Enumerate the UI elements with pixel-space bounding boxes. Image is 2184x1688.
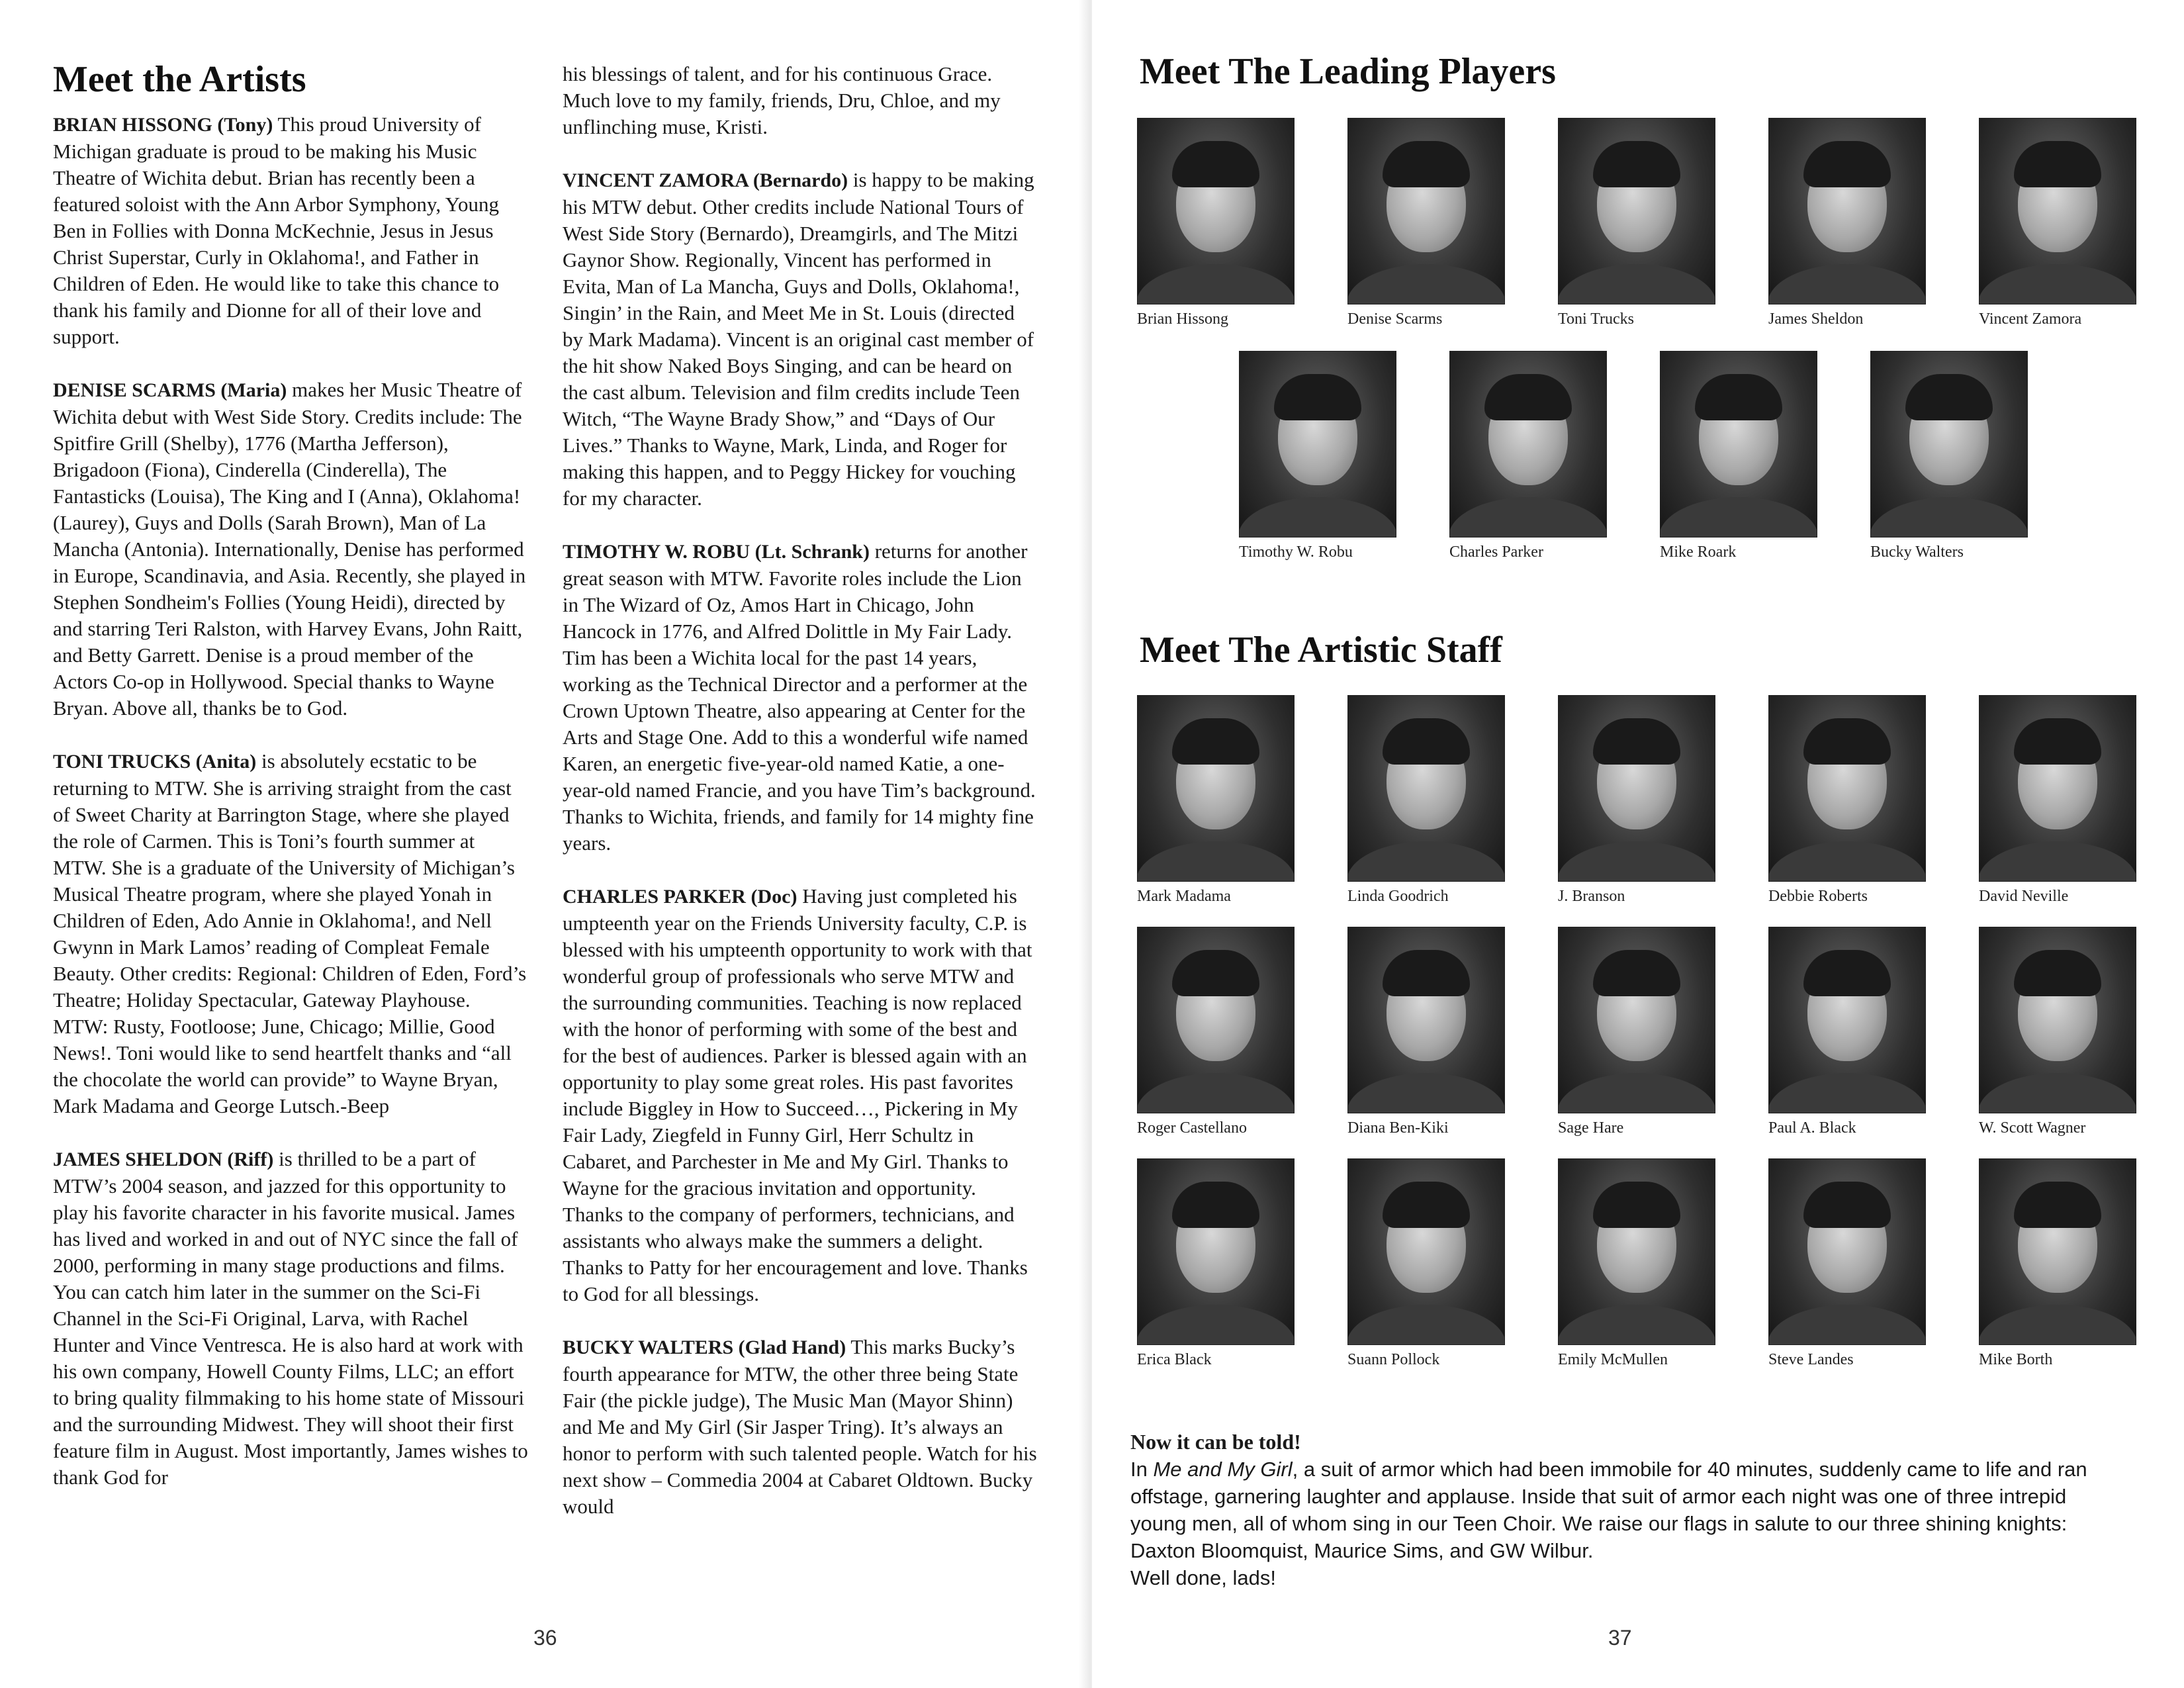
- bio-name: DENISE SCARMS (Maria): [53, 379, 287, 401]
- headshot-name: Linda Goodrich: [1347, 888, 1449, 905]
- bio-paragraph: [563, 883, 1039, 1307]
- headshot-card: [1347, 118, 1506, 328]
- headshot-photo: [1347, 118, 1505, 305]
- headshot-name: Mike Borth: [1979, 1351, 2053, 1368]
- bio-name: TIMOTHY W. ROBU (Lt. Schrank): [563, 541, 870, 563]
- headshot-name: Paul A. Black: [1768, 1119, 1856, 1137]
- headshot-photo: [1347, 927, 1505, 1113]
- headshot-card: [1979, 927, 2138, 1137]
- story-title: Now it can be told!: [1130, 1430, 1301, 1454]
- headshot-name: J. Branson: [1558, 888, 1625, 905]
- headshot-name: David Neville: [1979, 888, 2069, 905]
- bio-text: returns for another great season with MTW. Favorite roles include the Lion in The Wizard of Oz, Amos Hart in Chicago, John Hancock in 1776, and Alfred Dolittle in My Fair Lady. Tim has been a Wichita local for the past 14 years, working as the Technical Director and a performer at the Crown Uptown Theatre, also appearing at Center for the Arts and Stage One. Add to this a wonderful wife named Karen, an energetic five-year-old named Katie, a one-year-old named Francie, and you have Tim’s background. Thanks to Wichita, friends, and family for 14 mighty fine years.: [563, 539, 1036, 855]
- headshot-card: [1137, 927, 1296, 1137]
- headshot-photo: [1558, 695, 1715, 882]
- headshot-card: [1558, 1158, 1717, 1369]
- bio-column-right: [563, 61, 1039, 1546]
- headshot-name: Sage Hare: [1558, 1119, 1624, 1137]
- meet-the-artists-title: Meet the Artists: [53, 59, 306, 100]
- headshot-name: Timothy W. Robu: [1239, 543, 1353, 561]
- headshot-photo: [1558, 1158, 1715, 1345]
- left-page: [0, 0, 1089, 1688]
- bio-text: Having just completed his umpteenth year on the Friends University faculty, C.P. is blessed with his umpteenth opportunity to work with that wonderful group of professionals who serve MTW and the surrounding communities. Teaching is now replaced with the honor of performing with some of the best and for the best of audiences. Parker is blessed again with an opportunity to play some great roles. His past favorites include Biggley in How to Succeed…, Pickering in My Fair Lady, Ziegfeld in Funny Girl, Herr Schultz in Cabaret, and Parchester in Me and My Girl. Thanks to Wayne for the gracious invitation and opportunity. Thanks to the company of performers, technicians, and assistants who always make the summers a delight. Thanks to Patty for her encouragement and love. Thanks to God for all blessings.: [563, 884, 1032, 1305]
- headshot-card: [1768, 1158, 1927, 1369]
- headshot-name: Charles Parker: [1449, 543, 1543, 561]
- bio-text: This proud University of Michigan graduate is proud to be making his Music Theatre of Wichita debut. Brian has recently been a featured soloist with the Ann Arbor Symphony, Young Ben in Follies with Donna McKechnie, Jesus in Jesus Christ Superstar, Curly in Oklahoma!, and Father in Children of Eden. He would like to take this chance to thank his family and Dionne for all of their love and support.: [53, 113, 500, 348]
- headshot-name: W. Scott Wagner: [1979, 1119, 2086, 1137]
- headshot-name: Suann Pollock: [1347, 1351, 1440, 1368]
- headshot-card: [1347, 927, 1506, 1137]
- headshot-card: [1768, 118, 1927, 328]
- headshot-photo: [1558, 927, 1715, 1113]
- bio-text: is thrilled to be a part of MTW’s 2004 season, and jazzed for this opportunity to play his favorite character in his favorite musical. James has lived and worked in and out of NYC since the fall of 2000, performing in many stage productions and films. You can catch him later in the summer on the Sci-Fi Channel in the Sci-Fi Original, Larva, with Rachel Hunter and Vince Ventresca. He is also hard at work with his own company, Howell County Films, LLC; an effort to bring quality filmmaking to his home state of Missouri and the surrounding Midwest. They will shoot their first feature film in August. Most importantly, James wishes to thank God for: [53, 1147, 528, 1489]
- story-text: In Me and My Girl, a suit of armor which had been immobile for 40 minutes, suddenly came to life and ran offstage, garnering laughter and applause. Inside that suit of armor each night was one of three intrepid young men, all of whom sing in our Teen Choir. We raise our flags in salute to our three shining knights: Daxton Bloomquist, Maurice Sims, and GW Wilbur.: [1130, 1458, 2087, 1562]
- headshot-name: Toni Trucks: [1558, 310, 1635, 328]
- headshot-photo: [1347, 695, 1505, 882]
- headshot-photo: [1137, 1158, 1295, 1345]
- headshot-photo: [1137, 927, 1295, 1113]
- headshot-card: [1558, 927, 1717, 1137]
- headshot-name: Emily McMullen: [1558, 1351, 1668, 1368]
- headshot-name: Steve Landes: [1768, 1351, 1854, 1368]
- headshot-card: [1137, 695, 1296, 906]
- headshot-photo: [1979, 695, 2136, 882]
- headshot-card: [1449, 351, 1608, 561]
- headshot-card: [1768, 927, 1927, 1137]
- headshot-name: Erica Black: [1137, 1351, 1212, 1368]
- bio-paragraph: [53, 111, 529, 350]
- headshot-card: [1137, 1158, 1296, 1369]
- headshot-photo: [1137, 118, 1295, 305]
- headshot-card: [1768, 695, 1927, 906]
- headshot-name: James Sheldon: [1768, 310, 1864, 328]
- headshot-name: Denise Scarms: [1347, 310, 1443, 328]
- headshot-name: Debbie Roberts: [1768, 888, 1868, 905]
- bio-name: VINCENT ZAMORA (Bernardo): [563, 169, 848, 191]
- bio-text: makes her Music Theatre of Wichita debut with West Side Story. Credits include: The Spitfire Grill (Shelby), 1776 (Martha Jefferson), Brigadoon (Fiona), Cinderella (Cinderella), The Fantasticks (Louisa), The King and I (Anna), Oklahoma! (Laurey), Guys and Dolls (Sarah Brown), Man of La Mancha (Antonia). Internationally, Denise has performed in Europe, Scandinavia, and Asia. Recently, she played in Stephen Sondheim's Follies (Young Heidi), directed by and starring Teri Ralston, with Harvey Evans, John Raitt, and Betty Garrett. Denise is a proud member of the Actors Co-op in Hollywood. Special thanks to Wayne Bryan. Above all, thanks be to God.: [53, 378, 526, 720]
- bio-paragraph: [53, 377, 529, 722]
- headshot-photo: [1558, 118, 1715, 305]
- headshot-name: Roger Castellano: [1137, 1119, 1247, 1137]
- headshot-card: [1347, 695, 1506, 906]
- headshot-photo: [1239, 351, 1396, 538]
- bio-paragraph: [53, 748, 529, 1119]
- headshot-photo: [1979, 1158, 2136, 1345]
- headshot-card: [1979, 1158, 2138, 1369]
- bio-paragraph: [563, 1334, 1039, 1520]
- headshot-card: [1347, 1158, 1506, 1369]
- bio-name: TONI TRUCKS (Anita): [53, 751, 257, 773]
- bio-name: BRIAN HISSONG (Tony): [53, 114, 273, 136]
- headshot-card: [1558, 695, 1717, 906]
- headshot-photo: [1768, 118, 1926, 305]
- headshot-photo: [1137, 695, 1295, 882]
- bio-name: CHARLES PARKER (Doc): [563, 886, 797, 908]
- bio-name: JAMES SHELDON (Riff): [53, 1149, 274, 1170]
- bio-paragraph: [53, 1146, 529, 1491]
- headshot-card: [1979, 118, 2138, 328]
- artistic-staff-title: Meet The Artistic Staff: [1140, 630, 1502, 671]
- headshot-photo: [1768, 1158, 1926, 1345]
- headshot-card: [1137, 118, 1296, 328]
- headshot-card: [1870, 351, 2029, 561]
- headshot-name: Brian Hissong: [1137, 310, 1228, 328]
- headshot-card: [1660, 351, 1819, 561]
- headshot-card: [1558, 118, 1717, 328]
- bio-name: BUCKY WALTERS (Glad Hand): [563, 1336, 846, 1358]
- bio-text: is absolutely ecstatic to be returning to MTW. She is arriving straight from the cast of Sweet Charity at Barrington Stage, where she played the role of Carmen. This is Toni’s fourth summer at MTW. She is a graduate of the University of Michigan’s Musical Theatre program, where she played Yonah in Children of Eden, Ado Annie in Oklahoma!, and Nell Gwynn in Mark Lamos’ reading of Compleat Female Beauty. Other credits: Regional: Children of Eden, Ford’s Theatre; Holiday Spectacular, Gateway Playhouse. MTW: Rusty, Footloose; June, Chicago; Millie, Good News!. Toni would like to send heartfelt thanks and “all the chocolate the world can provide” to Wayne Bryan, Mark Madama and George Lutsch.-Beep: [53, 749, 527, 1117]
- bio-column-left: [53, 111, 529, 1517]
- bio-paragraph: [563, 538, 1039, 857]
- story-box: [1130, 1429, 2123, 1591]
- headshot-photo: [1768, 927, 1926, 1113]
- headshot-photo: [1768, 695, 1926, 882]
- page-number-right: 37: [1608, 1626, 1632, 1650]
- leading-players-title: Meet The Leading Players: [1140, 51, 1556, 92]
- bio-text: This marks Bucky’s fourth appearance for MTW, the other three being State Fair (the pickle judge), The Music Man (Mayor Shinn) and Me and My Girl (Sir Jasper Tring). It’s always an honor to perform with such talented people. Watch for his next show – Commedia 2004 at Cabaret Oldtown. Bucky would: [563, 1335, 1037, 1518]
- bio-text: is happy to be making his MTW debut. Other credits include National Tours of West Side Story (Bernardo), Dreamgirls, and The Mitzi Gaynor Show. Regionally, Vincent has performed in Evita, Man of La Mancha, Guys and Dolls, Oklahoma!, Singin’ in the Rain, and Meet Me in St. Louis (directed by Mark Madama). Vincent is an original cast member of the hit show Naked Boys Singing, and can be heard on the cast album. Television and film credits include Teen Witch, “The Wayne Brady Show,” and “Days of Our Lives.” Thanks to Wayne, Mark, Linda, and Roger for making this happen, and to Peggy Hickey for vouching for my character.: [563, 168, 1034, 510]
- headshot-photo: [1347, 1158, 1505, 1345]
- headshot-name: Mike Roark: [1660, 543, 1737, 561]
- headshot-name: Vincent Zamora: [1979, 310, 2082, 328]
- headshot-photo: [1449, 351, 1607, 538]
- headshot-name: Diana Ben-Kiki: [1347, 1119, 1449, 1137]
- bio-continuation: his blessings of talent, and for his continuous Grace. Much love to my family, friends, Dru, Chloe, and my unflinching muse, Kristi.: [563, 62, 1001, 138]
- headshot-card: [1979, 695, 2138, 906]
- headshot-photo: [1979, 118, 2136, 305]
- headshot-name: Bucky Walters: [1870, 543, 1964, 561]
- page-number-left: 36: [533, 1626, 557, 1650]
- story-closing: Well done, lads!: [1130, 1566, 1276, 1589]
- headshot-name: Mark Madama: [1137, 888, 1231, 905]
- headshot-card: [1239, 351, 1398, 561]
- headshot-photo: [1979, 927, 2136, 1113]
- headshot-photo: [1870, 351, 2028, 538]
- headshot-photo: [1660, 351, 1817, 538]
- bio-paragraph: [563, 167, 1039, 512]
